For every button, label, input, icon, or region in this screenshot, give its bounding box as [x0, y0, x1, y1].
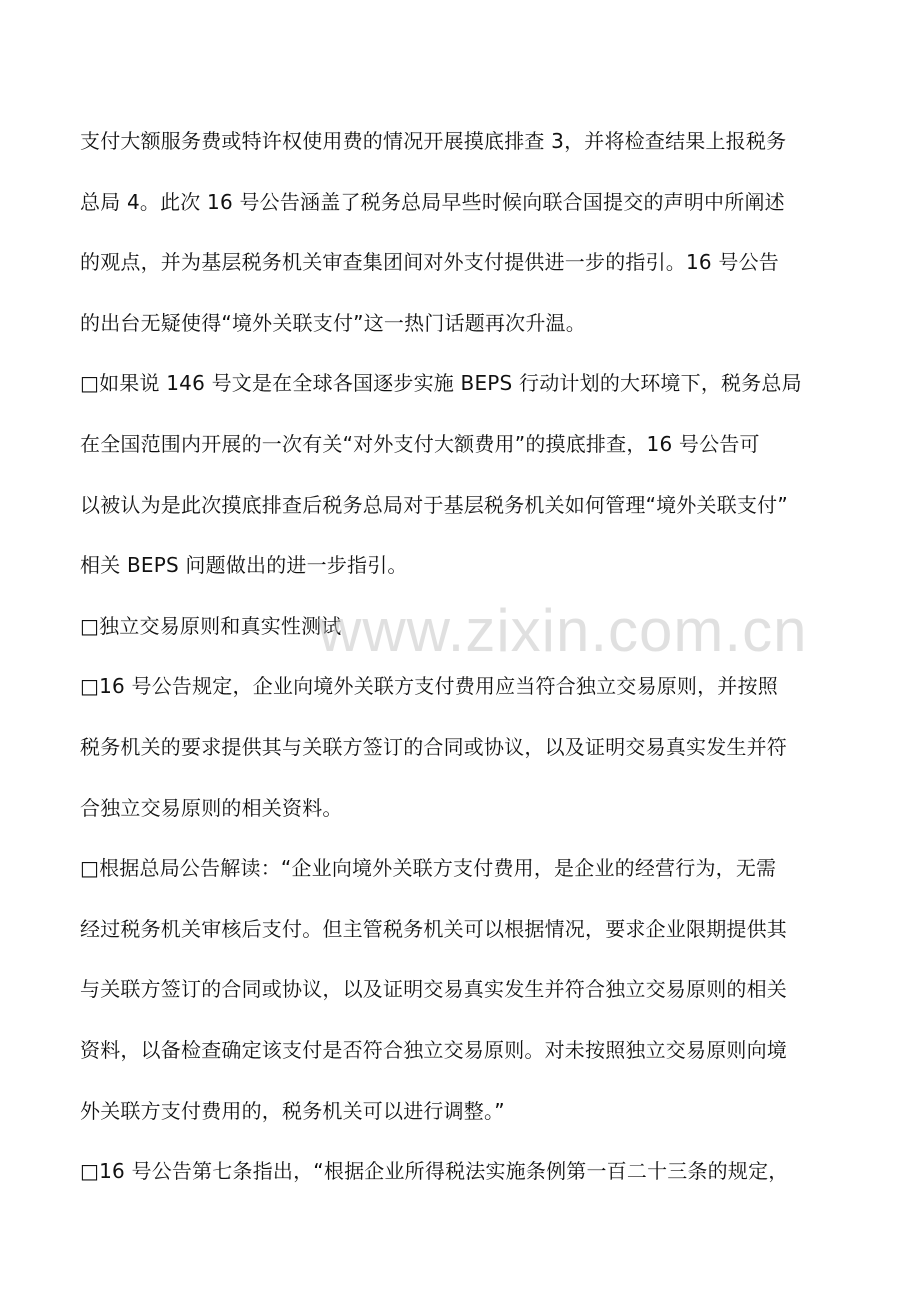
text-line: 支付大额服务费或特许权使用费的情况开展摸底排查 3，并将检查结果上报税务 [80, 129, 787, 153]
watermark: www.zixin.com.cn [318, 597, 808, 664]
text-line: 与关联方签订的合同或协议，以及证明交易真实发生并符合独立交易原则的相关 [80, 977, 787, 1002]
text-line: 以被认为是此次摸底排查后税务总局对于基层税务机关如何管理“境外关联支付” [80, 492, 788, 517]
text-line: 相关 BEPS 问题做出的进一步指引。 [80, 553, 408, 578]
text-line: 外关联方支付费用的，税务机关可以进行调整。” [80, 1098, 505, 1123]
text-line: 总局 4。此次 16 号公告涵盖了税务总局早些时候向联合国提交的声明中所阐述 [80, 189, 785, 214]
text-line: 经过税务机关审核后支付。但主管税务机关可以根据情况，要求企业限期提供其 [80, 916, 787, 941]
document-body [80, 118, 840, 1209]
text-line: □如果说 146 号文是在全球各国逐步实施 BEPS 行动计划的大环境下，税务总局 [80, 371, 802, 396]
text-line: 合独立交易原则的相关资料。 [80, 795, 343, 820]
text-line: 资料，以备检查确定该支付是否符合独立交易原则。对未按照独立交易原则向境 [80, 1037, 787, 1062]
text-line: 在全国范围内开展的一次有关“对外支付大额费用”的摸底排查，16 号公告可 [80, 431, 760, 456]
text-line: □根据总局公告解读：“企业向境外关联方支付费用，是企业的经营行为，无需 [80, 856, 777, 881]
text-line: □16 号公告第七条指出，“根据企业所得税法实施条例第一百二十三条的规定， [80, 1159, 789, 1184]
text-line: 的出台无疑使得“境外关联支付”这一热门话题再次升温。 [80, 310, 586, 335]
text-line: 税务机关的要求提供其与关联方签订的合同或协议，以及证明交易真实发生并符 [80, 734, 787, 759]
section-heading: □独立交易原则和真实性测试 [80, 613, 342, 638]
text-line: □16 号公告规定，企业向境外关联方支付费用应当符合独立交易原则，并按照 [80, 674, 778, 699]
text-line: 的观点，并为基层税务机关审查集团间对外支付提供进一步的指引。16 号公告 [80, 250, 780, 275]
